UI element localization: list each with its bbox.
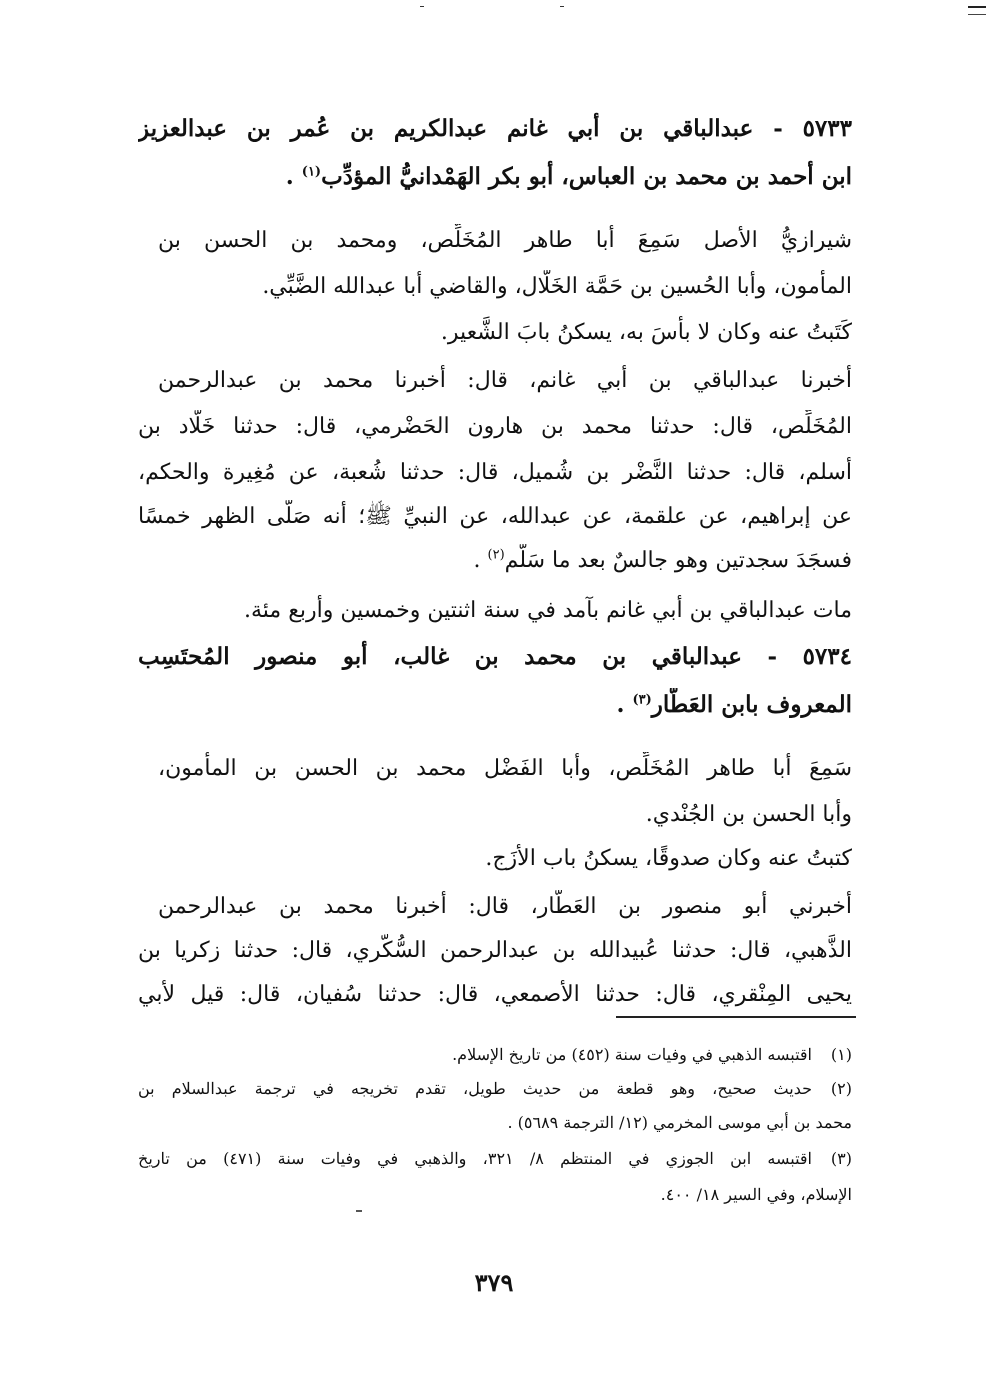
entry-heading-line: ٥٧٣٤ - عبدالباقي بن محمد بن غالب، أبو منصور المُحتَسِب (138, 643, 852, 670)
paragraph-line: كَتَبتُ عنه وكان لا بأسَ به، يسكنُ بابَ الشَّعير. (440, 320, 852, 345)
footnote-continuation: محمد بن أبي موسى المخرمي (١٢/ الترجمة ٥٦٨٩) . (507, 1113, 852, 1132)
punctuation: . (616, 691, 633, 718)
footnote-continuation: الإسلام، وفي السير ١٨/ ٤٠٠. (660, 1185, 852, 1204)
footnote-ref: (٢) (487, 547, 505, 563)
entry-heading-line (138, 160, 852, 198)
footnote-ref: (١) (301, 164, 322, 180)
punctuation: . (473, 548, 488, 573)
paragraph-line: أخبرني أبو منصور بن العَطَّار، قال: أخبرنا محمد بن عبدالرحمن (158, 894, 852, 919)
paragraph-line: شيرازيُّ الأصل سَمِعَ أبا طاهر المُخَلِّص، ومحمد بن الحسن بن (158, 228, 852, 253)
scan-corner-mark (968, 6, 986, 8)
scan-corner-mark (968, 14, 986, 15)
paragraph-line: سَمِعَ أبا طاهر المُخَلِّص، وأبا الفَضْل محمد بن الحسن بن المأمون، (158, 756, 852, 781)
footnote-number: (٣) (830, 1149, 852, 1168)
paragraph-text: فسجَدَ سجدتين وهو جالسٌ بعد ما سَلَّم (504, 548, 852, 573)
entry-heading-line: ٥٧٣٣ - عبدالباقي بن أبي غانم عبدالكريم بن عُمر بن عبدالعزيز (138, 115, 852, 142)
footnote-text: حديث صحيح، وهو قطعة من حديث طويل، تقدم تخريجه في ترجمة عبدالسلام بن (138, 1079, 812, 1098)
scan-mark (560, 6, 564, 7)
footnote-number: (٢) (830, 1079, 852, 1098)
scan-mark (420, 6, 424, 7)
footnote-text: اقتبسه الذهبي في وفيات سنة (٤٥٢) من تاريخ الإسلام. (452, 1045, 812, 1064)
paragraph-line: المأمون، وأبا الحُسين بن حَمَّة الخَلّال، والقاضي أبا عبدالله الضَّبِّي. (262, 274, 852, 299)
paragraph-line: أخبرنا عبدالباقي بن أبي غانم، قال: أخبرنا محمد بن عبدالرحمن (158, 368, 852, 393)
entry-heading-line (138, 688, 852, 726)
footnote (138, 1042, 852, 1072)
footnote-number: (١) (830, 1045, 852, 1064)
entry-heading-text: ابن أحمد بن محمد بن العباس، أبو بكر الهَمْدانيُّ المؤدِّب (321, 163, 852, 190)
paragraph-line: يحيى المِنْقري، قال: حدثنا الأصمعي، قال: حدثنا سُفيان، قال: قيل لأبي (138, 982, 852, 1007)
entry-heading-text: المعروف بابن العَطَّار (651, 691, 852, 718)
paragraph-line: كتبتُ عنه وكان صدوقًا، يسكنُ باب الأزَج. (485, 846, 852, 871)
footnote (138, 1076, 852, 1106)
footnote-text: اقتبسه ابن الجوزي في المنتظم ٨/ ٣٢١، والذهبي في وفيات سنة (٤٧١) من تاريخ (138, 1149, 813, 1168)
footnote (138, 1146, 852, 1176)
footnote-ref: (٣) (632, 692, 652, 708)
paragraph-line: مات عبدالباقي بن أبي غانم بآمد في سنة اثنتين وخمسين وأربع مئة. (244, 598, 852, 623)
scan-speck (356, 1210, 362, 1212)
paragraph-line: وأبا الحسن بن الجُنْدي. (645, 802, 852, 827)
paragraph-line: أسلم، قال: حدثنا النَّضْر بن شُميل، قال: حدثنا شُعبة، عن مُغِيرة والحكم، (138, 460, 852, 485)
page-number: ٣٧٩ (474, 1268, 514, 1297)
punctuation: . (285, 163, 302, 190)
paragraph-line: المُخَلِّص، قال: حدثنا محمد بن هارون الحَضْرمي، قال: حدثنا خَلَّاد بن (138, 414, 852, 439)
paragraph-line: عن إبراهيم، عن علقمة، عن عبدالله، عن النبيِّ ﷺ؛ أنه صَلَّى الظهر خمسًا (138, 504, 852, 529)
paragraph-line: الذَّهبي، قال: حدثنا عُبيدالله بن عبدالرحمن السُّكَّري، قال: حدثنا زكريا بن (138, 938, 852, 963)
paragraph-line (138, 544, 852, 582)
footnote-separator (616, 1016, 856, 1018)
